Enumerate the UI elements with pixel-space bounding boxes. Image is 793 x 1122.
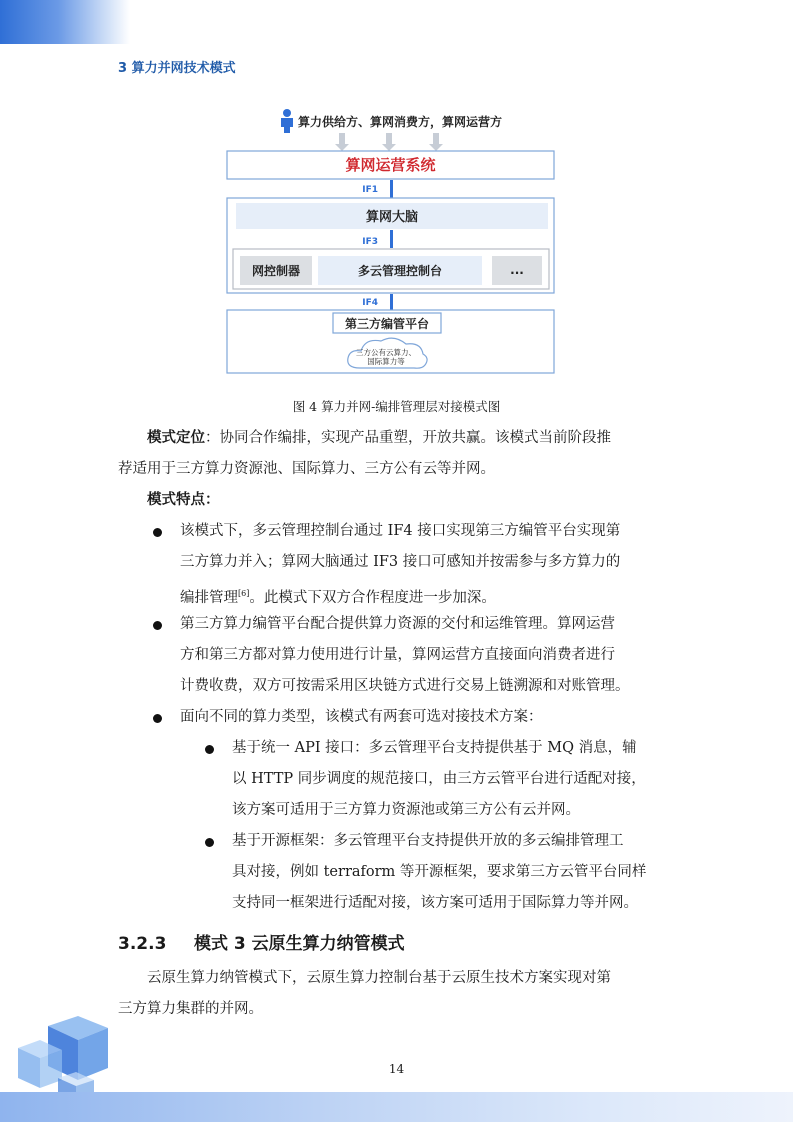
running-header: 3 算力并网技术模式 [118, 61, 236, 76]
if1-label: IF1 [362, 185, 378, 195]
feature-bullet-3: 面向不同的算力类型，该模式有两套可选对接技术方案： [180, 709, 543, 725]
positioning-text-1: ：协同合作编排，实现产品重塑，开放共赢。该模式当前阶段推 [205, 430, 611, 446]
cloud-native-line-2: 三方算力集群的并网。 [118, 1001, 263, 1017]
feature-bullet-2 [180, 609, 670, 702]
sub-bullet-1 [232, 733, 672, 826]
positioning-paragraph [118, 423, 666, 516]
sub-bullet-1-line-1: 基于统一 API 接口：多云管理平台支持提供基于 MQ 消息，辅 [232, 740, 637, 756]
cloud-label-line2: 国际算力等 [367, 357, 405, 366]
more-label: ... [510, 263, 524, 277]
sub-bullet-2-line-2: 具对接，例如 terraform 等开源框架，要求第三方云管平台同样 [232, 864, 647, 880]
positioning-label: 模式定位 [147, 430, 205, 446]
sub-bullet-2-line-1: 基于开源框架：多云管理平台支持提供开放的多云编排管理工 [232, 833, 624, 849]
cloud-native-line-1: 云原生算力纳管模式下，云原生算力控制台基于云原生技术方案实现对第 [147, 970, 611, 986]
if3-connector [390, 230, 393, 248]
third-party-platform-label: 第三方编管平台 [344, 317, 430, 331]
if4-connector [390, 294, 393, 310]
sub-bullet-1-line-2: 以 HTTP 同步调度的规范接口，由三方云管平台进行适配对接， [232, 771, 646, 787]
bullet-2-line-3: 计费收费，双方可按需采用区块链方式进行交易上链溯源和对账管理。 [180, 678, 630, 694]
bullet-dot [153, 714, 162, 723]
bullet-2-line-2: 方和第三方都对算力使用进行计量，算网运营方直接面向消费者进行 [180, 647, 615, 663]
bullet-dot [153, 528, 162, 537]
bullet-2-line-1: 第三方算力编管平台配合提供算力资源的交付和运维管理。算网运营 [180, 616, 615, 632]
person-icon [281, 109, 293, 133]
cloud-native-paragraph [118, 963, 666, 1025]
section-title: 模式 3 云原生算力纳管模式 [194, 934, 405, 954]
figure-caption: 图 4 算力并网-编排管理层对接模式图 [292, 399, 501, 414]
page-number: 14 [388, 1062, 405, 1076]
bullet-dot [153, 621, 162, 630]
sub-bullet-dot [205, 745, 214, 754]
bullet-1-line-3: 编排管理[6]。此模式下双方合作程度进一步加深。 [180, 589, 496, 606]
down-arrows [335, 133, 443, 151]
section-heading-3-2-3 [118, 929, 405, 954]
if1-connector [390, 180, 393, 198]
footer-gradient-band [0, 1092, 793, 1122]
multicloud-console-label: 多云管理控制台 [357, 264, 443, 278]
sub-bullet-1-line-3: 该方案可适用于三方算力资源池或第三方公有云并网。 [232, 802, 580, 818]
if4-label: IF4 [362, 298, 378, 308]
citation-ref[interactable]: [6] [238, 589, 250, 598]
header-gradient-corner [0, 0, 130, 44]
cloud-label-line1: 三方公有云算力、 [356, 348, 416, 357]
operator-system-label: 算网运营系统 [345, 156, 436, 174]
brain-label: 算网大脑 [365, 210, 419, 225]
positioning-text-2: 荐适用于三方算力资源池、国际算力、三方公有云等并网。 [118, 461, 495, 477]
architecture-diagram [226, 106, 555, 374]
section-number: 3.2.3 [118, 934, 167, 954]
bullet-1-line-1: 该模式下，多云管理控制台通过 IF4 接口实现第三方编管平台实现第 [180, 523, 621, 539]
sub-bullet-2-line-3: 支持同一框架进行适配对接，该方案可适用于国际算力等并网。 [232, 895, 638, 911]
sub-bullet-2 [232, 826, 672, 919]
sub-bullet-dot [205, 838, 214, 847]
feature-bullet-1 [180, 516, 670, 614]
stakeholders-label: 算力供给方、算网消费方，算网运营方 [298, 115, 503, 129]
if3-label: IF3 [362, 237, 378, 247]
features-label: 模式特点： [147, 492, 220, 508]
bullet-1-line-2: 三方算力并入；算网大脑通过 IF3 接口可感知并按需参与多方算力的 [180, 554, 621, 570]
network-controller-label: 网控制器 [251, 264, 301, 278]
architecture-figure [226, 106, 555, 374]
